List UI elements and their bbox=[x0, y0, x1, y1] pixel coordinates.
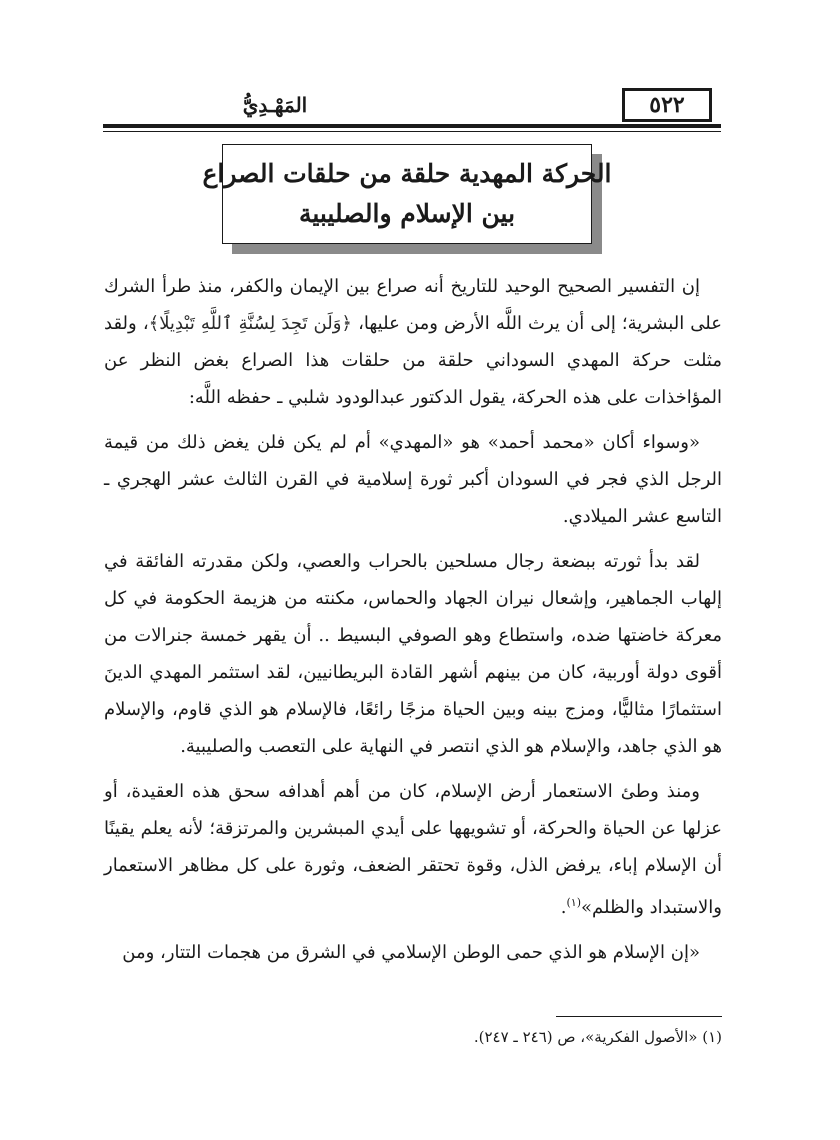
page-number: ٥٢٢ bbox=[622, 88, 712, 122]
paragraph-5: «إن الإسلام هو الذي حمى الوطن الإسلامي في الشرق من هجمات التتار، ومن bbox=[122, 942, 700, 963]
quran-verse: ﴿وَلَن تَجِدَ لِسُنَّةِ ٱللَّهِ تَبْدِيلًا﴾ bbox=[148, 313, 352, 334]
chapter-title-line-2: بين الإسلام والصليبية bbox=[298, 199, 516, 228]
footnote-separator bbox=[556, 1016, 722, 1017]
paragraph-2: «وسواء أكان «محمد أحمد» هو «المهدي» أم لم يكن فلن يغض ذلك من قيمة الرجل الذي فجر في السودان أكبر ثورة إسلامية في القرن الثالث عشر الهجري ـ التاسع عشر الميلادي. bbox=[104, 432, 722, 527]
running-title: المَهْـدِيُّ bbox=[242, 93, 308, 117]
paragraph-1-text: إن التفسير الصحيح الوحيد للتاريخ أنه صراع بين الإيمان والكفر، منذ طرأ الشرك على البشرية؛ إلى أن يرث اللَّه الأرض ومن عليها، bbox=[104, 276, 723, 334]
header-rule-thick bbox=[103, 124, 721, 128]
footnote: (١) «الأصول الفكرية»، ص (٢٤٦ ـ ٢٤٧). bbox=[473, 1028, 722, 1046]
chapter-title-line-1: الحركة المهدية حلقة من حلقات الصراع bbox=[202, 159, 612, 188]
paragraph-4-text: ومنذ وطئ الاستعمار أرض الإسلام، كان من أهم أهدافه سحق هذه العقيدة، أو عزلها عن الحياة والحركة، أو تشويهها على أيدي المبشرين والمرتزقة؛ لأنه يعلم يقينًا أن الإسلام إباء، يرفض الذل، وقوة تحتقر الضعف، وثورة على كل مظاهر الاستعمار والاستبداد والظلم» bbox=[104, 781, 722, 918]
paragraph-3: لقد بدأ ثورته ببضعة رجال مسلحين بالحراب والعصي، ولكن مقدرته الفائقة في إلهاب الجماهير، وإشعال نيران الجهاد والحماس، مكنته من هزيمة الحكومة في كل معركة خاضتها ضده، واستطاع وهو الصوفي البسيط .. أن يقهر خمسة جنرالات من أقوى دولة أوربية، كان من بينهم أشهر القادة البريطانيين، لقد استثمر المهدي الدينَ استثمارًا مثاليًّا، ومزج بينه وبين الحياة مزجًا رائعًا، فالإسلام هو الذي قاوم، والإسلام هو الذي جاهد، والإسلام هو الذي انتصر في النهاية على التعصب والصليبية. bbox=[104, 551, 722, 757]
paragraph-1 bbox=[104, 268, 722, 416]
paragraph-4 bbox=[104, 773, 722, 926]
header-rule-thin bbox=[103, 131, 721, 132]
paragraph-1-text-end: ، ولقد مثلت حركة المهدي السوداني حلقة من حلقات هذا الصراع بغض النظر عن المؤاخذات على هذه الحركة، يقول الدكتور عبدالودود شلبي ـ حفظه اللَّه: bbox=[104, 313, 722, 408]
chapter-title-box bbox=[202, 144, 612, 244]
body-text bbox=[104, 268, 722, 979]
paragraph-4-end: . bbox=[560, 897, 567, 918]
footnote-reference[interactable]: (١) bbox=[566, 896, 581, 909]
